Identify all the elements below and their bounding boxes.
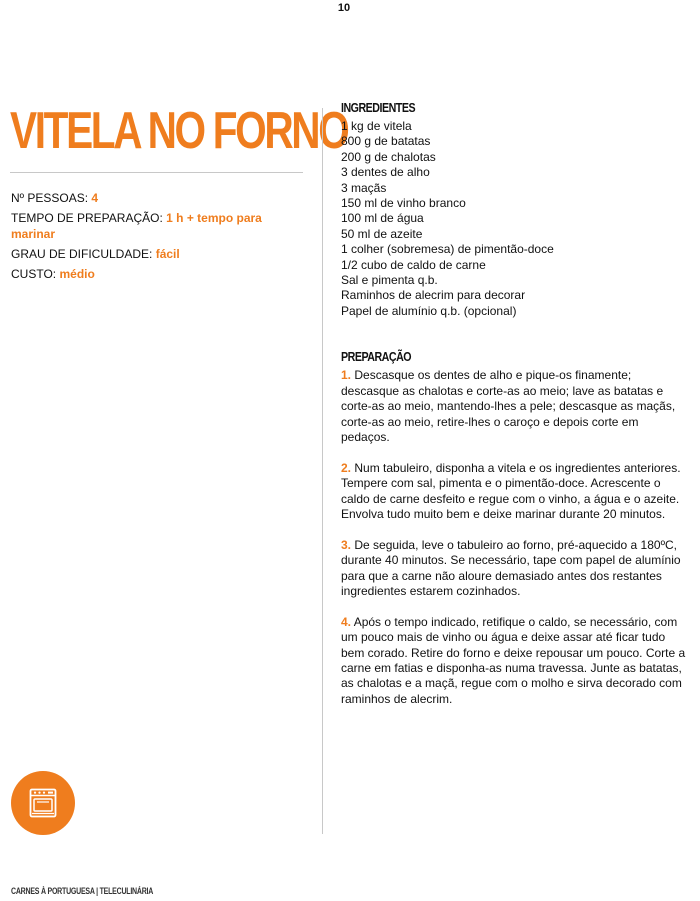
- recipe-title: VITELA NO FORNO: [10, 102, 348, 160]
- ingredient-item: 1 kg de vitela: [341, 119, 412, 133]
- prep-time-value: 1 h + tempo para marinar: [11, 211, 262, 241]
- step-text: De seguida, leve o tabuleiro ao forno, pré-aquecido a 180ºC, durante 40 minutos. Se necessário, tape com papel de alumínio para que a carne não aloure demasiado antes dos restantes ingredientes estarem cozinhados.: [341, 537, 681, 598]
- footer-credit: CARNES À PORTUGUESA | TELECULINÁRIA: [11, 886, 154, 896]
- cooking-method-badge: [11, 771, 75, 835]
- ingredient-item: 1/2 cubo de caldo de carne: [341, 257, 486, 272]
- ingredient-item: 50 ml de azeite: [341, 226, 423, 241]
- prep-time-label: TEMPO DE PREPARAÇÃO:: [11, 211, 163, 225]
- recipe-info: [11, 190, 301, 286]
- step-text: Descasque os dentes de alho e pique-os finamente; descasque as chalotas e corte-as ao meio; lave as batatas e corte-as ao meio, mantendo-lhes a pele; descasque as maçãs, corte-as ao meio, retire-lhes o caroço e depois corte em pedaços.: [341, 368, 676, 444]
- ingredient-item: 1 colher (sobremesa) de pimentão-doce: [341, 242, 554, 257]
- ingredients-list: [341, 119, 686, 319]
- step-number: 3.: [341, 537, 352, 552]
- servings-info: [11, 190, 301, 206]
- prep-time-info: [11, 210, 301, 242]
- preparation-step: [341, 368, 686, 445]
- servings-label: Nº PESSOAS:: [11, 191, 89, 205]
- servings-value: 4: [91, 191, 99, 205]
- step-number: 1.: [341, 368, 352, 383]
- preparation-step: [341, 461, 686, 523]
- ingredient-item: 100 ml de água: [341, 211, 424, 226]
- ingredient-item: Raminhos de alecrim para decorar: [341, 288, 526, 303]
- ingredient-item: 3 dentes de alho: [341, 165, 430, 180]
- preparation-steps: [341, 368, 686, 707]
- preparation-step: [341, 615, 686, 707]
- cost-info: [11, 266, 301, 282]
- ingredient-item: 800 g de batatas: [341, 134, 431, 149]
- oven-icon: [29, 788, 57, 818]
- cost-value: médio: [59, 267, 95, 281]
- ingredient-item: 150 ml de vinho branco: [341, 196, 466, 211]
- difficulty-info: [11, 246, 301, 262]
- preparation-step: [341, 538, 686, 600]
- ingredient-item: Papel de alumínio q.b. (opcional): [341, 303, 517, 318]
- step-number: 2.: [341, 460, 352, 475]
- difficulty-value: fácil: [155, 247, 180, 261]
- recipe-body: [341, 100, 686, 723]
- column-divider: [322, 108, 323, 834]
- page-number: 10: [337, 2, 351, 14]
- step-text: Num tabuleiro, disponha a vitela e os ingredientes anteriores. Tempere com sal, pimenta e o pimentão-doce. Acrescente o caldo de carne desfeito e regue com o vinho, a água e o azeite. Envolva tudo muito bem e deixe marinar durante 20 minutos.: [341, 460, 681, 521]
- cost-label: CUSTO:: [11, 267, 57, 281]
- step-number: 4.: [341, 614, 352, 629]
- difficulty-label: GRAU DE DIFICULDADE:: [11, 247, 153, 261]
- ingredient-item: Sal e pimenta q.b.: [341, 273, 438, 288]
- step-text: Após o tempo indicado, retifique o caldo, se necessário, com um pouco mais de vinho ou água e deixe assar até ficar tudo bem corado. Retire do forno e deixe repousar um pouco. Corte a carne em fatias e disponha-as numa travessa. Junte as batatas, as chalotas e a maçã, regue com o molho e sirva decorado com raminhos de alecrim.: [341, 614, 686, 706]
- ingredient-item: 200 g de chalotas: [341, 149, 436, 164]
- ingredient-item: 3 maçãs: [341, 180, 387, 195]
- title-divider: [10, 172, 303, 173]
- preparation-heading: PREPARAÇÃO: [341, 349, 412, 365]
- ingredients-heading: INGREDIENTES: [341, 100, 416, 115]
